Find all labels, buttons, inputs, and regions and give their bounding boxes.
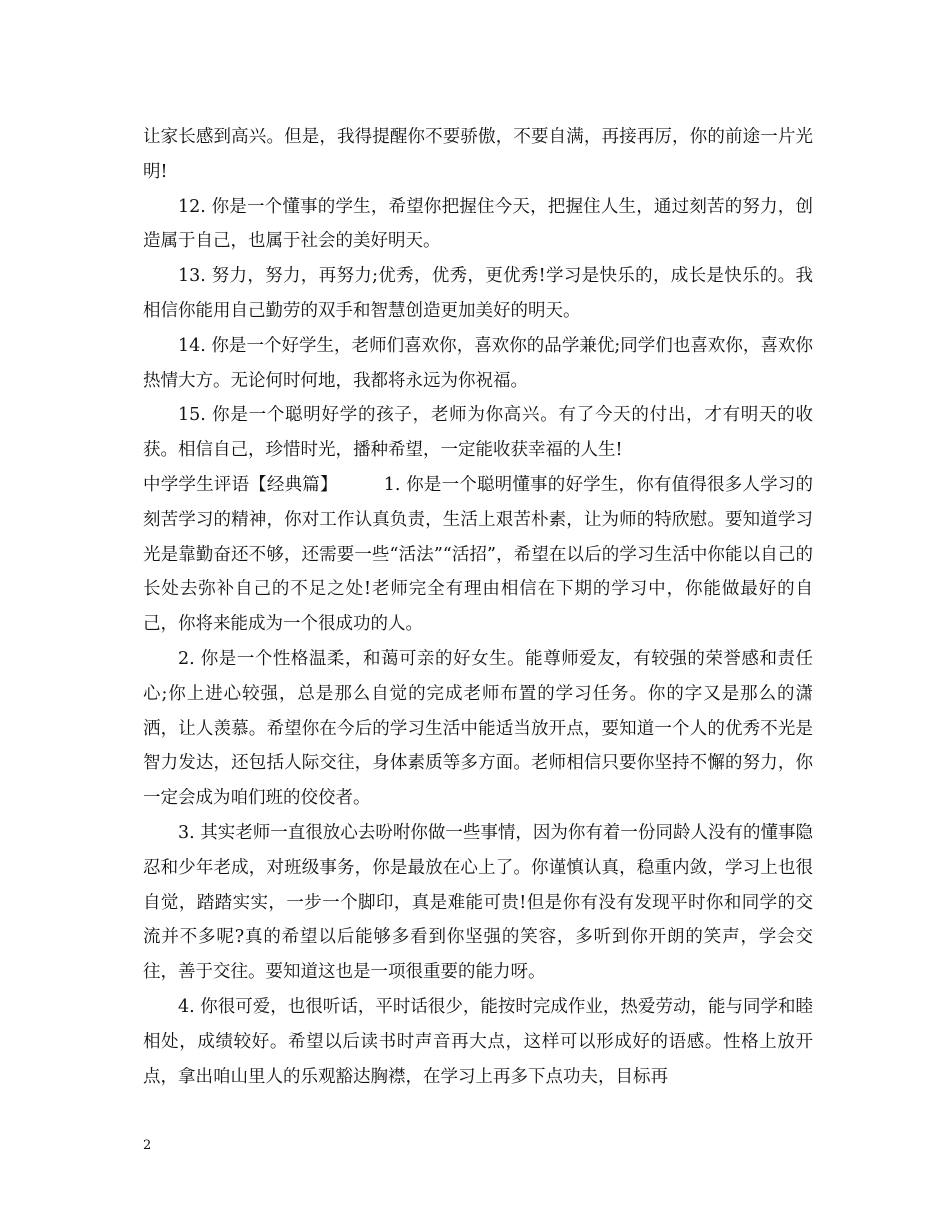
section-heading: 中学学生评语【经典篇】: [143, 474, 338, 495]
paragraph-item-14: 14. 你是一个好学生，老师们喜欢你，喜欢你的品学兼优;同学们也喜欢你，喜欢你热情大方。无论何时何地，我都将永远为你祝福。: [143, 335, 813, 391]
paragraph-item-12: 12. 你是一个懂事的学生，希望你把握住今天，把握住人生，通过刻苦的努力，创造属于自己，也属于社会的美好明天。: [143, 196, 813, 252]
section-item-1: 1. 你是一个聪明懂事的好学生，你有值得很多人学习的刻苦学习的精神，你对工作认真负责，生活上艰苦朴素，让为师的特欣慰。要知道学习光是靠勤奋还不够，还需要一些“活法”“活招”，希望在以后的学习生活中你能以自己的长处去弥补自己的不足之处!老师完全有理由相信在下期的学习中，你能做最好的自己，你将来能成为一个很成功的人。: [143, 474, 813, 635]
paragraph-item-15: 15. 你是一个聪明好学的孩子，老师为你高兴。有了今天的付出，才有明天的收获。相信自己，珍惜时光，播种希望，一定能收获幸福的人生!: [143, 405, 813, 461]
paragraph-item-13: 13. 努力，努力，再努力;优秀，优秀，更优秀!学习是快乐的，成长是快乐的。我相信你能用自己勤劳的双手和智慧创造更加美好的明天。: [143, 266, 813, 321]
paragraph-continuation: 让家长感到高兴。但是，我得提醒你不要骄傲，不要自满，再接再厉，你的前途一片光明!: [143, 127, 813, 182]
document-body: [143, 120, 813, 1094]
heading-spacer: [338, 475, 384, 495]
section-item-3: 3. 其实老师一直很放心去吩咐你做一些事情，因为你有着一份同龄人没有的懂事隐忍和少年老成，对班级事务，你是最放在心上了。你谨慎认真，稳重内敛，学习上也很自觉，踏踏实实，一步一个脚印，真是难能可贵!但是你有没有发现平时你和同学的交流并不多呢?真的希望以后能够多看到你坚强的笑容，多听到你开朗的笑声，学会交往，善于交往。要知道这也是一项很重要的能力呀。: [143, 822, 813, 983]
section-first-paragraph: [143, 468, 813, 642]
section-item-2: 2. 你是一个性格温柔，和蔼可亲的好女生。能尊师爱友，有较强的荣誉感和责任心;你上进心较强，总是那么自觉的完成老师布置的学习任务。你的字又是那么的潇洒，让人羡慕。希望你在今后的学习生活中能适当放开点，要知道一个人的优秀不光是智力发达，还包括人际交往，身体素质等多方面。老师相信只要你坚持不懈的努力，你一定会成为咱们班的佼佼者。: [143, 648, 813, 809]
section-item-4: 4. 你很可爱，也很听话，平时话很少，能按时完成作业，热爱劳动，能与同学和睦相处，成绩较好。希望以后读书时声音再大点，这样可以形成好的语感。性格上放开点，拿出咱山里人的乐观豁达胸襟，在学习上再多下点功夫，目标再: [143, 996, 813, 1087]
page-number: 2: [143, 1138, 152, 1153]
